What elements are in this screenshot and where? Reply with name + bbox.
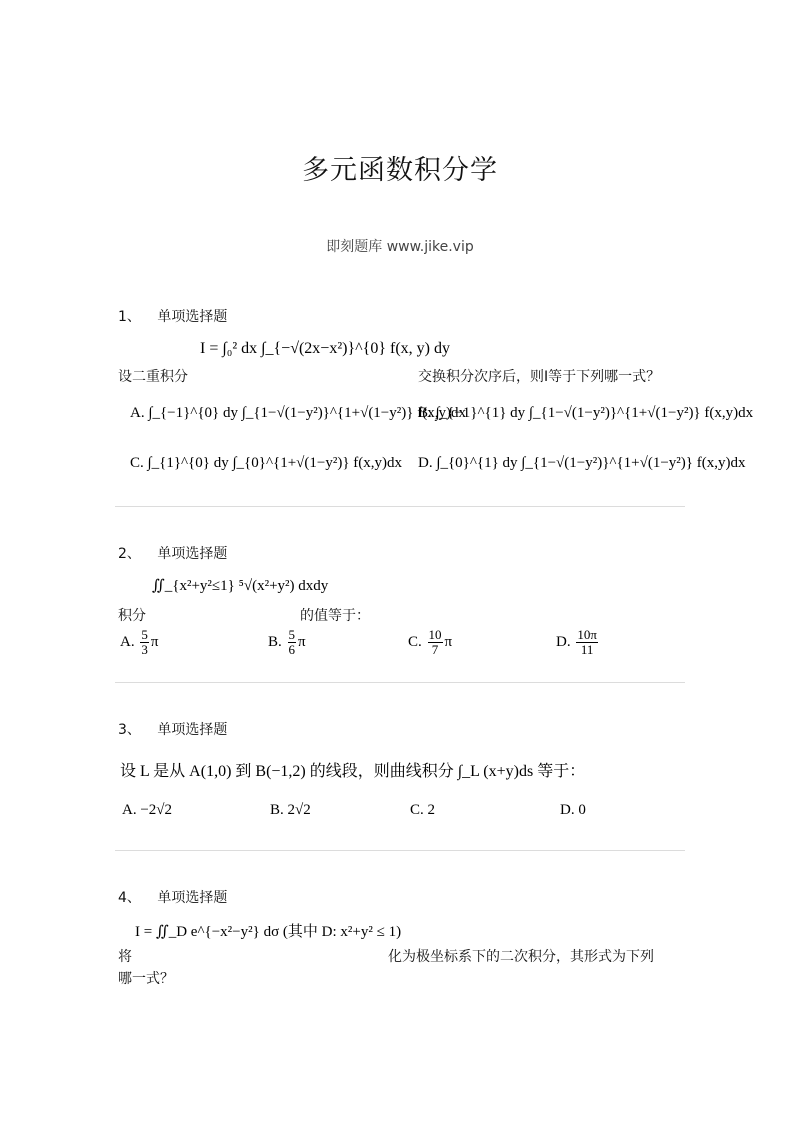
option-d[interactable]: D. 0 (560, 802, 586, 818)
option-a[interactable] (120, 628, 158, 657)
fraction (428, 628, 443, 657)
question-number: 4、 (118, 890, 141, 906)
question-stem-suffix-line2: 哪一式？ (118, 971, 174, 987)
option-b[interactable]: B. 2√2 (270, 802, 311, 818)
question-type: 单项选择题 (157, 890, 228, 906)
question-type: 单项选择题 (157, 309, 228, 325)
fraction-numerator: 10π (577, 627, 597, 642)
question-stem-suffix: 交换积分次序后，则I等于下列哪一式？ (418, 369, 661, 385)
option-tail: π (444, 633, 453, 650)
fraction-numerator: 5 (288, 627, 296, 642)
question-type: 单项选择题 (157, 546, 228, 562)
question-number: 3、 (118, 722, 141, 738)
question-formula: ∬_{x²+y²≤1} ⁵√(x²+y²) dxdy (152, 578, 329, 594)
option-label: D. (556, 633, 571, 650)
question-header (118, 719, 227, 739)
question-number: 1、 (118, 309, 141, 325)
fraction (288, 628, 297, 657)
option-label: B. (268, 633, 282, 650)
question-formula: I = ∫₀² dx ∫_{−√(2x−x²)}^{0} f(x, y) dy (200, 340, 450, 357)
divider (115, 682, 685, 683)
fraction-denominator: 7 (431, 642, 439, 657)
question-stem-prefix: 设二重积分 (118, 369, 188, 385)
question-stem-prefix: 积分 (118, 608, 146, 624)
option-b[interactable]: B. ∫_{−1}^{1} dy ∫_{1−√(1−y²)}^{1+√(1−y²)} f(x,y)dx (418, 405, 754, 421)
fraction (576, 628, 598, 657)
question-stem-suffix: 化为极坐标系下的二次积分，其形式为下列 (388, 949, 654, 965)
fraction-denominator: 6 (288, 642, 296, 657)
question-number: 2、 (118, 546, 141, 562)
question-header (118, 306, 227, 326)
option-c[interactable]: C. ∫_{1}^{0} dy ∫_{0}^{1+√(1−y²)} f(x,y)dx (130, 455, 403, 471)
option-b[interactable] (268, 628, 306, 657)
option-a[interactable]: A. ∫_{−1}^{0} dy ∫_{1−√(1−y²)}^{1+√(1−y²)} f(x,y)dx (130, 405, 466, 421)
question-header (118, 543, 227, 563)
fraction (140, 628, 149, 657)
option-c[interactable] (408, 628, 452, 657)
question-type: 单项选择题 (157, 722, 228, 738)
question-formula: I = ∬_D e^{−x²−y²} dσ (其中 D: x²+y² ≤ 1) (135, 924, 402, 940)
page-title: 多元函数积分学 (302, 155, 498, 186)
divider (115, 850, 685, 851)
option-label: A. (120, 633, 135, 650)
option-a[interactable]: A. −2√2 (122, 802, 173, 818)
fraction-numerator: 5 (141, 627, 148, 642)
fraction-denominator: 3 (141, 642, 148, 657)
fraction-denominator: 11 (580, 642, 594, 657)
option-d[interactable]: D. ∫_{0}^{1} dy ∫_{1−√(1−y²)}^{1+√(1−y²)} f(x,y)dx (418, 455, 746, 471)
fraction-numerator: 10 (428, 627, 442, 642)
option-label: C. (408, 633, 422, 650)
question-stem: 设 L 是从 A(1,0) 到 B(−1,2) 的线段，则曲线积分 ∫_L (x+y)ds 等于： (120, 763, 586, 780)
question-stem-suffix: 的值等于： (300, 608, 370, 624)
page-subtitle: 即刻题库 www.jike.vip (326, 239, 474, 255)
option-tail: π (150, 633, 159, 650)
option-d[interactable] (556, 628, 600, 657)
question-stem-prefix: 将 (118, 949, 132, 965)
option-tail: π (298, 633, 306, 650)
divider (115, 506, 685, 507)
question-header (118, 887, 227, 907)
option-c[interactable]: C. 2 (410, 802, 436, 818)
